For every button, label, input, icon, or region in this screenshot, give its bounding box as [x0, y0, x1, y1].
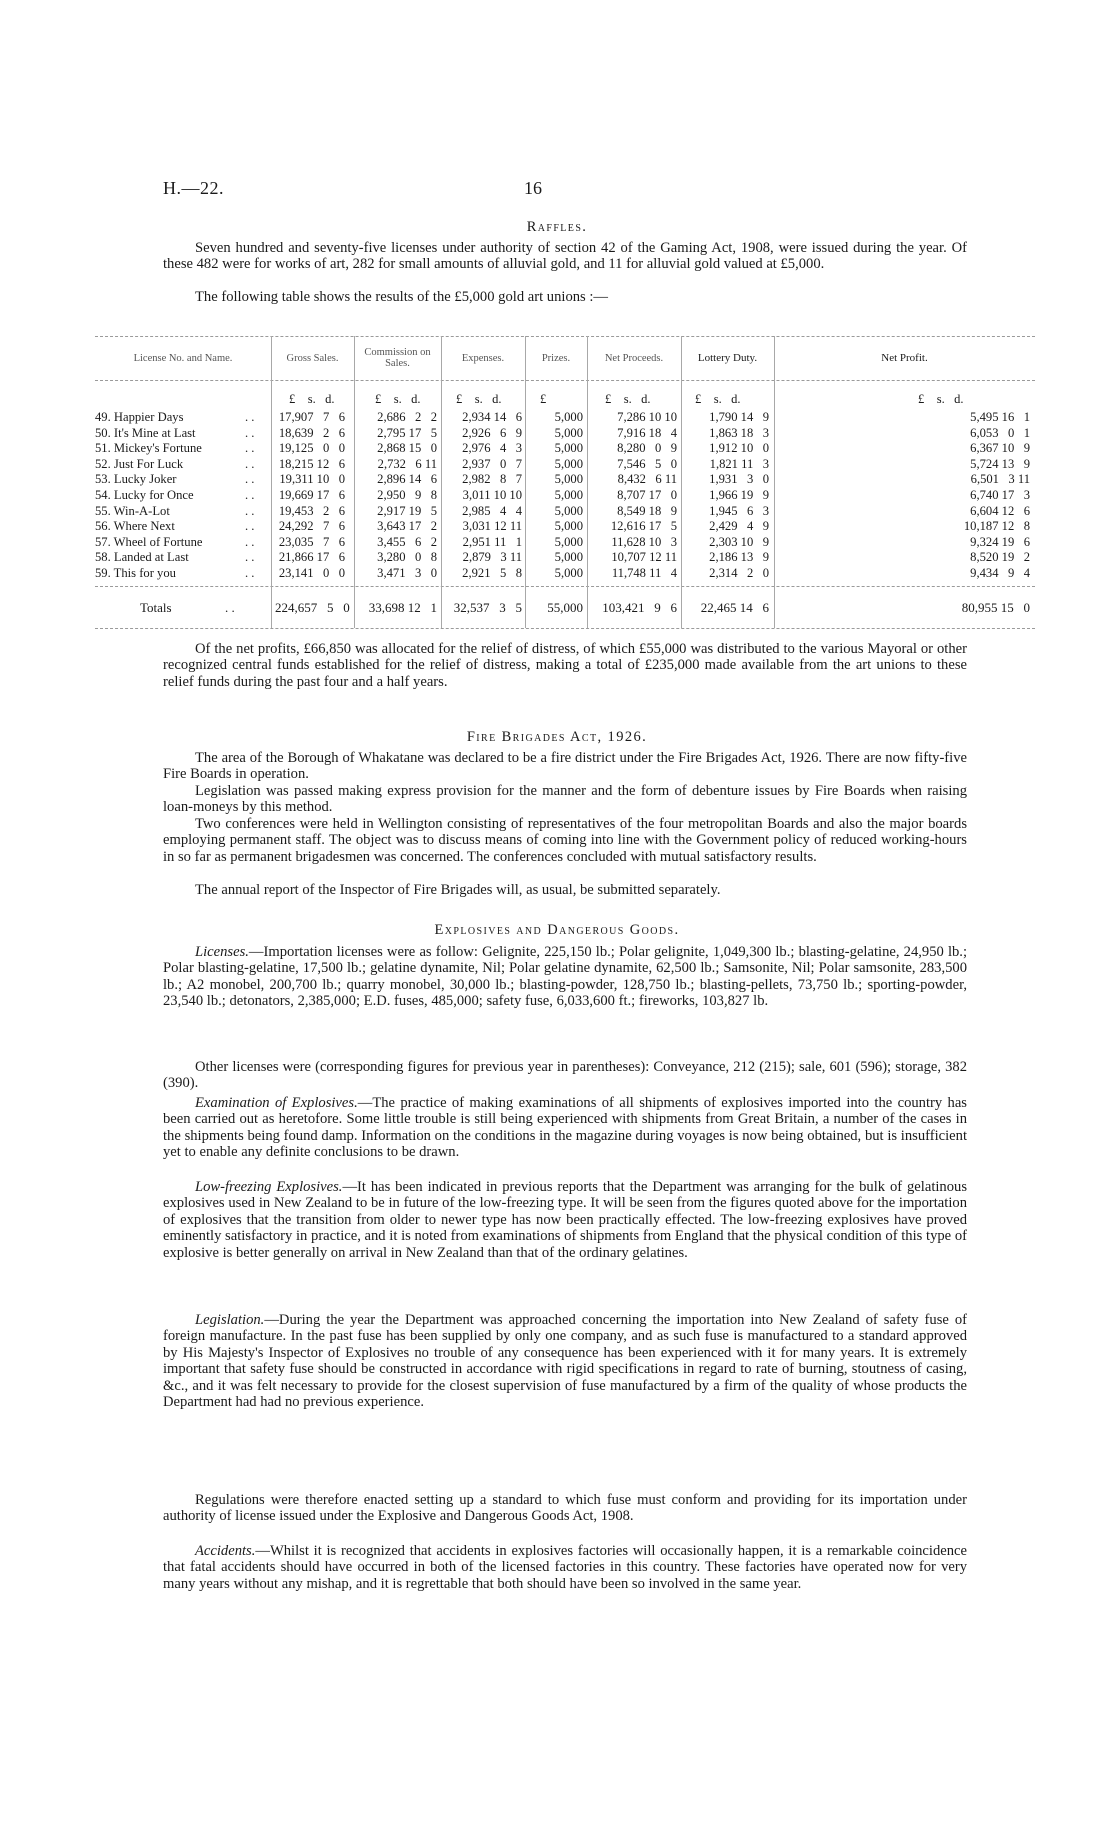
cell-commission: 2,917 19 5	[377, 503, 437, 518]
cell-commission: 2,795 17 5	[377, 425, 437, 440]
col-header-net-profit: Net Profit.	[881, 351, 928, 364]
table-header-rule	[95, 380, 1035, 381]
cell-net-proceeds: 11,628 10 3	[611, 534, 677, 549]
cell-prizes: 5,000	[554, 566, 583, 580]
units-net-profit: £ s. d.	[918, 392, 964, 406]
leader-dots: . .	[245, 456, 255, 471]
cell-expenses: 2,976 4 3	[462, 441, 522, 456]
cell-lottery-duty: 1,945 6 3	[709, 503, 769, 518]
cell-net-proceeds: 8,280 0 9	[617, 441, 677, 456]
fire-paragraph-2-text: Legislation was passed making express provision for the manner and the form of debenture issues by Fire Boards when raising loan-moneys by this method.	[163, 783, 967, 816]
cell-license-name: 55. Win-A-Lot	[95, 503, 170, 518]
cell-prizes: 5,000	[554, 550, 583, 565]
cell-gross-sales: 23,141 0 0	[278, 566, 345, 580]
table-row	[95, 535, 1035, 550]
leader-dots: . .	[245, 534, 255, 549]
cell-gross-sales: 19,125 0 0	[278, 441, 345, 456]
cell-prizes: 5,000	[554, 410, 583, 424]
cell-gross-sales: 19,311 10 0	[279, 472, 345, 487]
cell-prizes: 5,000	[554, 519, 583, 534]
fire-paragraph-3	[163, 816, 967, 865]
units-expenses: £ s. d.	[456, 392, 502, 406]
fire-paragraph-1	[163, 750, 967, 783]
other-licenses-text: Other licenses were (corresponding figures for previous year in parentheses): Conveyance, 212 (215); sale, 601 (596); storage, 382 (390).	[163, 1059, 967, 1092]
leader-dots: . .	[245, 503, 255, 518]
art-union-results-table	[95, 336, 1035, 636]
accidents-heading: Accidents.	[195, 1543, 256, 1559]
units-gross: £ s. d.	[289, 392, 335, 406]
cell-license-name: 51. Mickey's Fortune	[95, 441, 202, 456]
cell-expenses: 2,879 3 11	[462, 550, 522, 565]
cell-net-proceeds: 8,549 18 9	[617, 503, 677, 518]
cell-lottery-duty: 2,314 2 0	[709, 566, 769, 580]
leader-dots: . .	[245, 472, 255, 487]
cell-net-profit: 6,740 17 3	[970, 488, 1030, 502]
totals-gross: 224,657 5 0	[275, 600, 350, 615]
table-row	[95, 566, 1035, 581]
cell-expenses: 2,951 11 1	[462, 534, 522, 549]
totals-commission: 33,698 12 1	[368, 600, 437, 615]
other-licenses-paragraph	[163, 1059, 967, 1092]
cell-commission: 3,280 0 8	[377, 550, 437, 565]
fire-brigades-heading: Fire Brigades Act, 1926.	[466, 729, 648, 745]
cell-license-name: 52. Just For Luck	[95, 456, 184, 471]
fire-paragraph-3-text: Two conferences were held in Wellington consisting of representatives of the four metropolitan Boards and also the major boards employing permanent staff. The object was to discuss means of coming into line with the Government policy of reduced working-hours in so far as permanent brigadesmen was concerned. The conferences concluded with mutual satisfactory results.	[163, 816, 967, 865]
legislation-heading: Legislation.	[195, 1312, 265, 1328]
table-row	[95, 519, 1035, 534]
col-header-prizes: Prizes.	[541, 352, 571, 364]
cell-expenses: 2,934 14 6	[462, 410, 522, 424]
cell-lottery-duty: 1,931 3 0	[709, 472, 769, 487]
col-header-gross-sales: Gross Sales.	[286, 352, 339, 364]
cell-commission: 2,950 9 8	[377, 488, 437, 502]
cell-lottery-duty: 2,429 4 9	[709, 519, 769, 534]
cell-gross-sales: 17,907 7 6	[278, 410, 345, 424]
licenses-text: —Importation licenses were as follow: Gelignite, 225,150 lb.; Polar gelignite, 1,049,300 lb.; blasting-gelatine, 24,950 lb.; Polar blasting-gelatine, 17,500 lb.; gelatine dynamite, Nil; Polar gelatine dynamite, 62,500 lb.; Samsonite, Nil; Polar samsonite, 283,500 lb.; A2 monobel, 200,700 lb.; quarry monobel, 30,000 lb.; blasting-powder, 128,750 lb.; blasting-pellets, 73,750 lb.; sporting-powder, 23,540 lb.; detonators, 2,385,000; E.D. fuses, 485,000; safety fuse, 6,033,600 ft.; fireworks, 103,827 lb.	[163, 944, 967, 1010]
cell-net-profit: 6,501 3 11	[970, 472, 1030, 487]
cell-lottery-duty: 1,912 10 0	[709, 441, 769, 456]
leader-dots: . .	[245, 410, 255, 424]
cell-commission: 3,455 6 2	[377, 534, 437, 549]
cell-net-profit: 5,495 16 1	[970, 410, 1030, 424]
cell-commission: 2,868 15 0	[377, 441, 437, 456]
cell-prizes: 5,000	[554, 441, 583, 456]
cell-license-name: 50. It's Mine at Last	[95, 425, 196, 440]
cell-net-profit: 6,053 0 1	[970, 425, 1030, 440]
fire-paragraph-4	[163, 882, 967, 898]
cell-lottery-duty: 1,863 18 3	[709, 425, 769, 440]
col-header-expenses: Expenses.	[461, 352, 505, 364]
cell-net-proceeds: 7,286 10 10	[617, 410, 677, 424]
cell-prizes: 5,000	[554, 503, 583, 518]
col-header-lottery-duty: Lottery Duty.	[697, 351, 758, 364]
cell-net-proceeds: 10,707 12 11	[611, 550, 677, 565]
cell-commission: 2,686 2 2	[377, 410, 437, 424]
examination-paragraph	[163, 1095, 967, 1161]
table-row	[95, 457, 1035, 472]
cell-prizes: 5,000	[554, 488, 583, 502]
totals-net-profit: 80,955 15 0	[961, 600, 1030, 615]
table-totals-rule	[95, 586, 1035, 587]
table-bottom-rule	[95, 628, 1035, 629]
table-row	[95, 472, 1035, 487]
legislation-text: —During the year the Department was approached concerning the importation into New Zealand of safety fuse of foreign manufacture. In the past fuse has been supplied by only one company, and as such fuse is manufactured to a standard approved by His Majesty's Inspector of Explosives no trouble of any consequence has been experienced with it for many years. It is extremely important that safety fuse should be constructed in accordance with rigid specifications in regard to rate of burning, stoutness of casing, &c., and it was felt necessary to provide for the closest supervision of fuse manufactured by a firm of the quality of whose products the Department had had no previous experience.	[163, 1312, 967, 1411]
table-row	[95, 488, 1035, 503]
leader-dots: . .	[245, 425, 255, 440]
table-row	[95, 426, 1035, 441]
fire-paragraph-4-text: The annual report of the Inspector of Fire Brigades will, as usual, be submitted separately.	[195, 882, 721, 898]
cell-expenses: 2,921 5 8	[462, 566, 522, 580]
cell-expenses: 2,985 4 4	[462, 503, 522, 518]
cell-commission: 2,896 14 6	[377, 472, 437, 487]
raffles-heading: Raffles.	[526, 219, 588, 235]
net-profits-text: Of the net profits, £66,850 was allocated for the relief of distress, of which £55,000 was distributed to the various Mayoral or other recognized central funds established for the relief of distress, making a total of £235,000 made available from the art unions to these relief funds during the past four and a half years.	[163, 641, 967, 690]
cell-prizes: 5,000	[554, 534, 583, 549]
units-commission: £ s. d.	[375, 392, 421, 406]
cell-net-proceeds: 8,432 6 11	[617, 472, 677, 487]
fire-paragraph-2	[163, 783, 967, 816]
cell-net-proceeds: 8,707 17 0	[617, 488, 677, 502]
cell-license-name: 54. Lucky for Once	[95, 488, 194, 502]
cell-gross-sales: 21,866 17 6	[278, 550, 345, 565]
leader-dots: . .	[245, 488, 255, 502]
cell-net-proceeds: 7,916 18 4	[617, 425, 677, 440]
cell-prizes: 5,000	[554, 425, 583, 440]
regulations-paragraph	[163, 1492, 967, 1525]
report-reference: H.—22.	[163, 178, 224, 198]
cell-lottery-duty: 2,186 13 9	[709, 550, 769, 565]
units-net-proceeds: £ s. d.	[605, 392, 651, 406]
cell-expenses: 2,982 8 7	[462, 472, 522, 487]
cell-license-name: 58. Landed at Last	[95, 550, 189, 565]
cell-prizes: 5,000	[554, 456, 583, 471]
leader-dots: . .	[245, 566, 255, 580]
cell-license-name: 49. Happier Days	[95, 410, 184, 424]
cell-gross-sales: 19,453 2 6	[278, 503, 345, 518]
cell-net-proceeds: 12,616 17 5	[610, 519, 677, 534]
cell-gross-sales: 19,669 17 6	[278, 488, 345, 502]
table-row	[95, 504, 1035, 519]
col-header-commission: Commission on Sales.	[364, 347, 431, 369]
cell-expenses: 2,926 6 9	[462, 425, 522, 440]
totals-expenses: 32,537 3 5	[453, 600, 522, 615]
cell-expenses: 3,031 12 11	[462, 519, 522, 534]
cell-net-proceeds: 7,546 5 0	[617, 456, 677, 471]
table-row	[95, 550, 1035, 565]
units-prizes: £	[540, 392, 547, 406]
leader-dots: . .	[245, 519, 255, 534]
cell-lottery-duty: 1,966 19 9	[709, 488, 769, 502]
cell-gross-sales: 18,639 2 6	[278, 425, 345, 440]
cell-gross-sales: 18,215 12 6	[278, 456, 345, 471]
cell-license-name: 59. This for you	[95, 566, 176, 580]
legislation-paragraph	[163, 1312, 967, 1410]
cell-gross-sales: 24,292 7 6	[278, 519, 345, 534]
cell-commission: 3,471 3 0	[377, 566, 437, 580]
licenses-paragraph	[163, 944, 967, 1010]
raffles-intro-paragraph	[163, 240, 967, 273]
net-profits-paragraph	[163, 641, 967, 690]
col-header-net-proceeds: Net Proceeds.	[604, 352, 664, 364]
cell-gross-sales: 23,035 7 6	[278, 534, 345, 549]
cell-expenses: 3,011 10 10	[462, 488, 522, 502]
low-freezing-paragraph	[163, 1179, 967, 1261]
low-freezing-heading: Low-freezing Explosives.	[195, 1179, 343, 1195]
leader-dots: . .	[245, 441, 255, 456]
cell-net-profit: 5,724 13 9	[970, 456, 1030, 471]
raffles-table-intro	[163, 289, 967, 305]
cell-commission: 2,732 6 11	[377, 456, 437, 471]
fire-paragraph-1-text: The area of the Borough of Whakatane was declared to be a fire district under the Fire Brigades Act, 1926. There are now fifty-five Fire Boards in operation.	[163, 750, 967, 783]
cell-commission: 3,643 17 2	[377, 519, 437, 534]
regulations-text: Regulations were therefore enacted setting up a standard to which fuse must conform and providing for its importation under authority of license issued under the Explosive and Dangerous Goods Act, 1908.	[163, 1492, 967, 1525]
cell-lottery-duty: 1,790 14 9	[709, 410, 769, 424]
totals-prizes: 55,000	[547, 600, 583, 615]
totals-label: Totals	[140, 600, 172, 615]
table-totals-row	[95, 600, 1035, 615]
page-number: 16	[524, 178, 542, 198]
cell-net-proceeds: 11,748 11 4	[611, 566, 677, 580]
cell-net-profit: 6,367 10 9	[970, 441, 1030, 456]
accidents-text: —Whilst it is recognized that accidents in explosives factories will occasionally happen, it is a remarkable coincidence that fatal accidents should have occurred in both of the licensed factories in this country. These factories have operated now for very many years without any mishap, and it is regrettable that both should have been so involved in the same year.	[163, 1543, 967, 1592]
table-row	[95, 410, 1035, 425]
col-header-license: License No. and Name.	[133, 352, 233, 364]
leader-dots: . .	[245, 550, 255, 565]
cell-net-profit: 9,434 9 4	[970, 566, 1030, 580]
cell-net-profit: 9,324 19 6	[970, 534, 1030, 549]
totals-net-proceeds: 103,421 9 6	[602, 600, 677, 615]
raffles-intro-text: Seven hundred and seventy-five licenses under authority of section 42 of the Gaming Act, 1908, were issued during the year. Of these 482 were for works of art, 282 for small amounts of alluvial gold, and 11 for alluvial gold valued at £5,000.	[163, 240, 967, 273]
cell-prizes: 5,000	[554, 472, 583, 487]
cell-lottery-duty: 2,303 10 9	[709, 534, 769, 549]
examination-heading: Examination of Explosives.	[195, 1095, 358, 1111]
licenses-heading: Licenses.	[195, 944, 249, 960]
examination-text: —The practice of making examinations of all shipments of explosives imported into the country has been carried out as heretofore. Some little trouble is still being experienced with shipments from Great Britain, a number of the cases in the shipments being found damp. Information on the conditions in the magazine during voyages is now being obtained, but is insufficient yet to enable any definite conclusions to be drawn.	[163, 1095, 967, 1161]
explosives-heading: Explosives and Dangerous Goods.	[434, 922, 680, 938]
raffles-table-intro-text: The following table shows the results of the £5,000 gold art unions :—	[195, 289, 609, 305]
low-freezing-text: —It has been indicated in previous reports that the Department was arranging for the bulk of gelatinous explosives used in New Zealand to be in future of the low-freezing type. It will be seen from the figures quoted above for the importation of explosives that the transition from older to newer type has now been practically effected. The low-freezing explosives have proved eminently satisfactory in practice, and it is noted from examinations of shipments from England that the physical condition of this type of explosive is better generally on arrival in New Zealand than that of the ordinary gelatines.	[163, 1179, 967, 1261]
totals-leader: . .	[225, 600, 235, 615]
units-lottery-duty: £ s. d.	[695, 392, 741, 406]
table-row	[95, 441, 1035, 456]
cell-expenses: 2,937 0 7	[462, 456, 522, 471]
cell-net-profit: 6,604 12 6	[970, 503, 1030, 518]
cell-lottery-duty: 1,821 11 3	[709, 456, 769, 471]
cell-net-profit: 10,187 12 8	[963, 519, 1030, 534]
cell-license-name: 56. Where Next	[95, 519, 175, 534]
cell-net-profit: 8,520 19 2	[970, 550, 1030, 565]
cell-license-name: 57. Wheel of Fortune	[95, 534, 203, 549]
accidents-paragraph	[163, 1543, 967, 1592]
cell-license-name: 53. Lucky Joker	[95, 472, 177, 487]
totals-lottery-duty: 22,465 14 6	[700, 600, 769, 615]
